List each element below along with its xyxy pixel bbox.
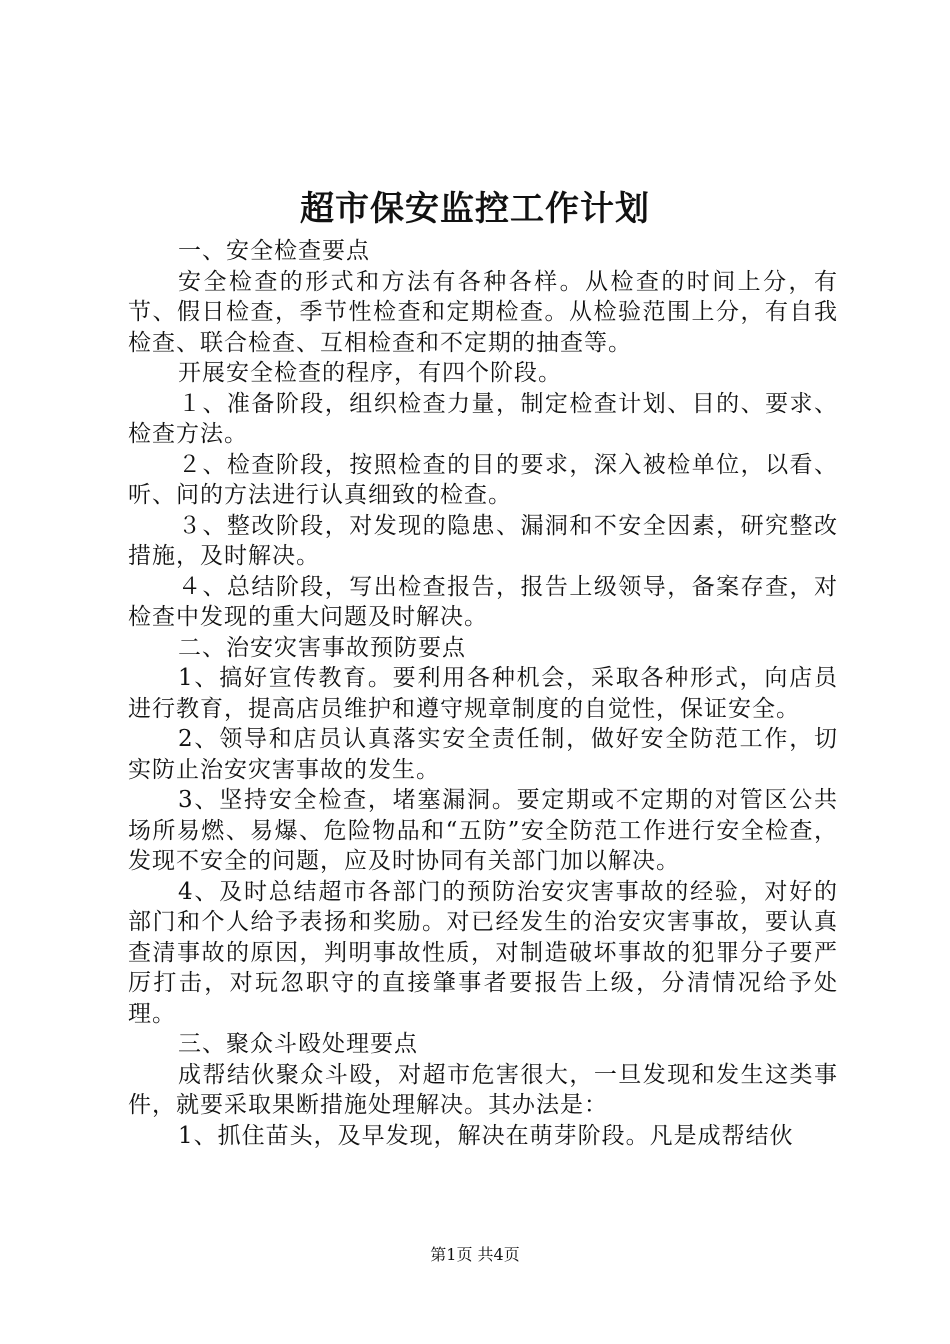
- paragraph: 4、及时总结超市各部门的预防治安灾害事故的经验，对好的部门和个人给予表扬和奖励。对已经发生的治安灾害事故，要认真查清事故的原因，判明事故性质，对制造破坏事故的犯罪分子要严厉打击，对玩忽职守的直接肇事者要报告上级，分清情况给予处理。: [128, 878, 838, 1027]
- document-title: 超市保安监控工作计划: [300, 189, 650, 229]
- paragraph: ４、总结阶段，写出检查报告，报告上级领导，备案存查，对检查中发现的重大问题及时解决。: [128, 573, 838, 630]
- paragraph: 1、抓住苗头，及早发现，解决在萌芽阶段。凡是成帮结伙: [178, 1122, 794, 1149]
- paragraph: 开展安全检查的程序，有四个阶段。: [178, 360, 562, 386]
- section-heading-2: 二、治安灾害事故预防要点: [178, 634, 466, 661]
- page-number-footer: 第1页 共4页: [430, 1245, 520, 1264]
- paragraph: 安全检查的形式和方法有各种各样。从检查的时间上分，有节、假日检查，季节性检查和定期检查。从检验范围上分，有自我检查、联合检查、互相检查和不定期的抽查等。: [128, 268, 838, 356]
- paragraph: ３、整改阶段，对发现的隐患、漏洞和不安全因素，研究整改措施，及时解决。: [128, 512, 838, 569]
- paragraph: 成帮结伙聚众斗殴，对超市危害很大，一旦发现和发生这类事件，就要采取果断措施处理解决。其办法是：: [128, 1061, 838, 1118]
- section-heading-1: 一、安全检查要点: [178, 238, 370, 264]
- paragraph: ２、检查阶段，按照检查的目的要求，深入被检单位，以看、听、问的方法进行认真细致的检查。: [128, 451, 838, 508]
- paragraph: 1、搞好宣传教育。要利用各种机会，采取各种形式，向店员进行教育，提高店员维护和遵守规章制度的自觉性，保证安全。: [128, 665, 838, 722]
- section-heading-3: 三、聚众斗殴处理要点: [178, 1031, 418, 1057]
- paragraph: 3、坚持安全检查，堵塞漏洞。要定期或不定期的对管区公共场所易燃、易爆、危险物品和“五防”安全防范工作进行安全检查，发现不安全的问题，应及时协同有关部门加以解决。: [128, 787, 838, 874]
- paragraph: １、准备阶段，组织检查力量，制定检查计划、目的、要求、检查方法。: [128, 390, 838, 447]
- document-body: [128, 236, 838, 1151]
- paragraph: 2、领导和店员认真落实安全责任制，做好安全防范工作，切实防止治安灾害事故的发生。: [128, 726, 838, 783]
